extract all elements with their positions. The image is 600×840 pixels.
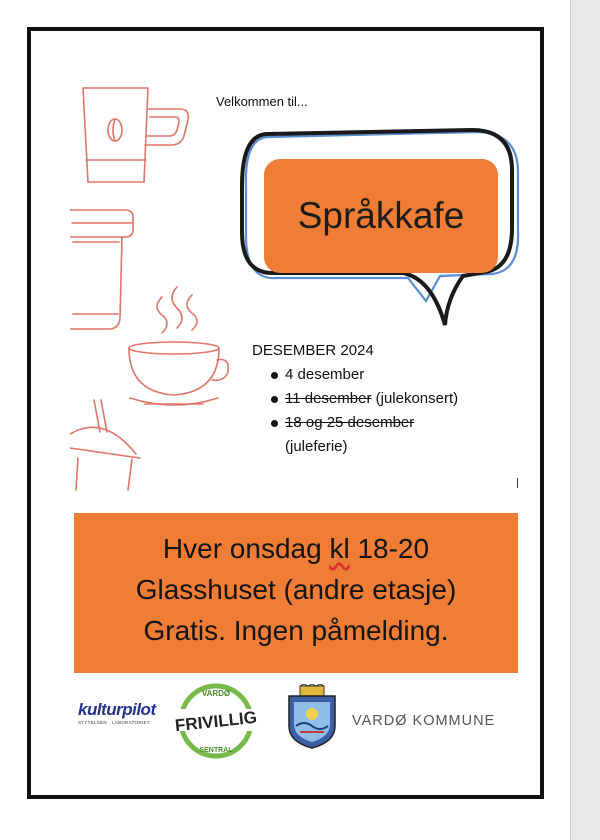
struck-date: 18 og 25 desember: [285, 414, 415, 431]
list-item: [250, 411, 458, 435]
holiday-note: (juleferie): [285, 438, 348, 455]
date-text: (julekonsert): [371, 390, 459, 407]
date-text: 4 desember: [285, 366, 365, 383]
kulturpilot-logo: [78, 700, 156, 725]
kommune-text: VARDØ KOMMUNE: [352, 713, 496, 729]
list-item: [250, 363, 458, 387]
kulturpilot-wordmark: kulturpilot: [78, 700, 156, 719]
tea-cup-icon: [129, 342, 228, 405]
banner-hours: 18-20: [349, 533, 430, 564]
frivillig-bottom-text: SENTRAL: [199, 747, 233, 754]
coffee-mug-icon: [83, 88, 188, 182]
list-item: [250, 387, 458, 411]
frivillig-sentral-logo: [166, 682, 266, 760]
takeaway-cup-icon: [70, 210, 133, 329]
coffee-cups-illustration: [70, 82, 230, 492]
info-banner: [74, 513, 518, 673]
kulturpilot-subtitle: STYTELSEN · LABORATORIET: [78, 720, 150, 725]
steam-icon: [157, 287, 197, 333]
date-list: [250, 363, 458, 435]
text-cursor: [517, 478, 518, 488]
sponsor-logos: [74, 682, 518, 762]
iced-drink-icon: [70, 400, 140, 490]
schedule: [250, 342, 458, 459]
title-label: Språkkafe: [297, 195, 465, 236]
welcome-text: Velkommen til...: [216, 94, 308, 109]
banner-line-time: [74, 528, 518, 569]
banner-day: Hver onsdag: [162, 533, 330, 564]
frivillig-text: FRIVILLIG: [174, 707, 258, 736]
frivillig-top-text: VARDØ: [201, 689, 231, 698]
banner-line-price: Gratis. Ingen påmelding.: [143, 615, 449, 646]
struck-date: 11 desember: [285, 390, 372, 407]
banner-line-place: Glasshuset (andre etasje): [135, 574, 457, 605]
vardo-crest-icon: [286, 684, 338, 750]
schedule-month: DESEMBER 2024: [252, 342, 374, 359]
banner-kl: kl: [329, 533, 350, 564]
